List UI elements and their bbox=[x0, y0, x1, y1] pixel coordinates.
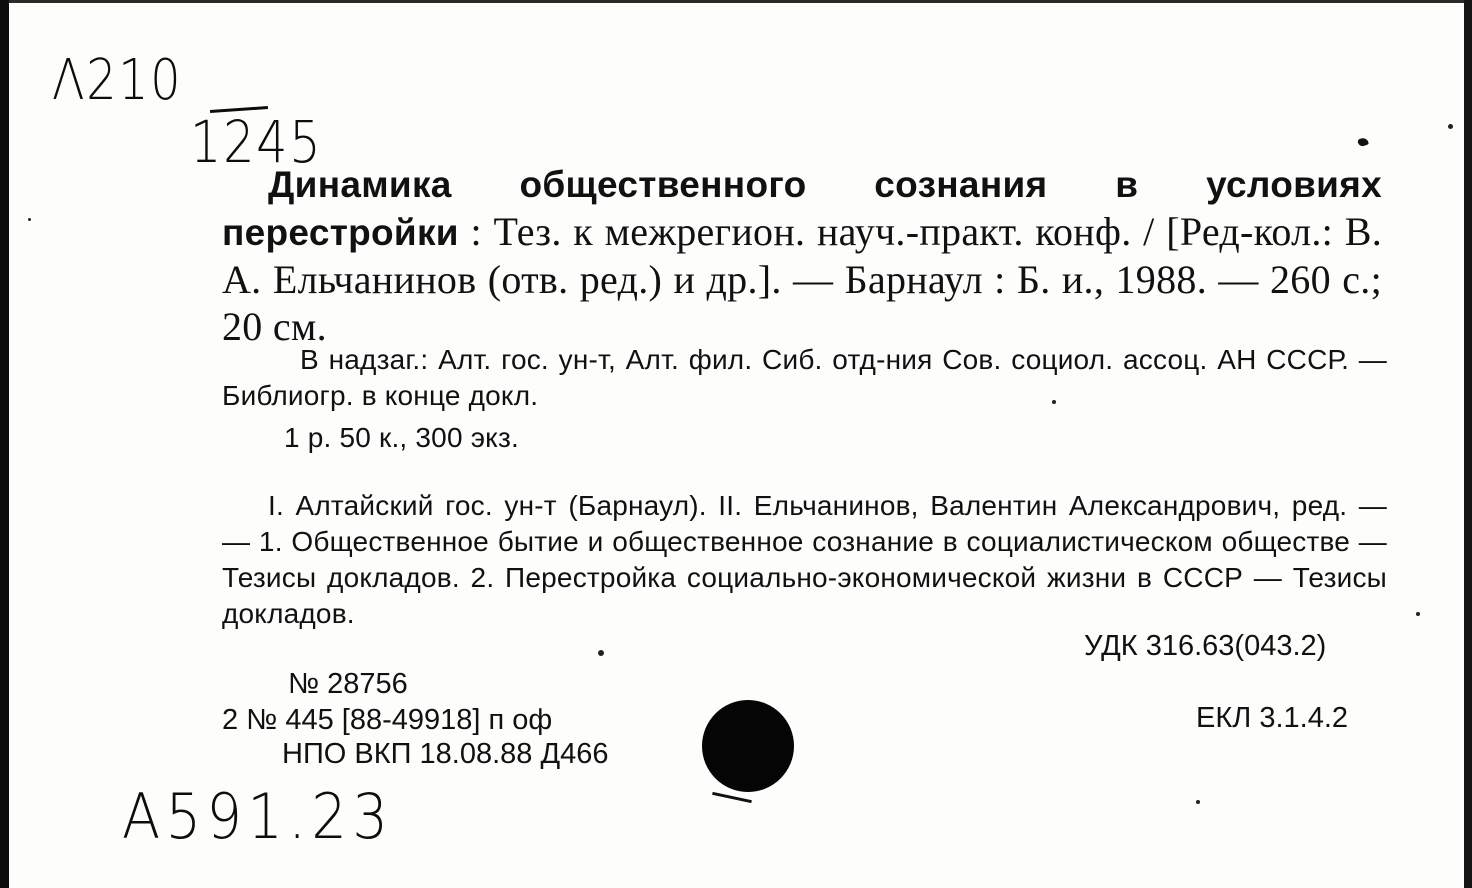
handwritten-call-number: A591.23 bbox=[122, 780, 394, 853]
card-right-edge bbox=[1464, 0, 1472, 888]
printer-info: НПО ВКП 18.08.88 Д466 bbox=[282, 738, 609, 770]
ink-mark bbox=[1357, 137, 1369, 148]
punch-hole bbox=[702, 700, 794, 792]
handwritten-shelfmark-prefix: Λ210 bbox=[52, 48, 183, 113]
dust-speck bbox=[1416, 612, 1420, 616]
bibliographic-entry bbox=[222, 160, 1382, 350]
handwritten-denominator: 1245 bbox=[190, 108, 323, 176]
tracing-and-subjects: I. Алтайский гос. ун-т (Барнаул). II. Ельчанинов, Валентин Александрович, ред. — — 1. Общественное бытие и общественное сознание в социалистическом обществе — Тезисы докладов. 2. Перестройка социально-экономической жизни в СССР — Тезисы докладов. bbox=[222, 490, 1387, 629]
header-note: В надзаг.: Алт. гос. ун-т, Алт. фил. Сиб. отд-ния Сов. социол. ассоц. АН СССР. — Библиогр. в конце докл. bbox=[222, 344, 1387, 411]
dust-speck bbox=[1196, 800, 1200, 804]
print-order-info: 2 № 445 [88-49918] п оф bbox=[222, 704, 553, 736]
dust-speck bbox=[1052, 400, 1056, 404]
dust-speck bbox=[598, 650, 604, 656]
dust-speck bbox=[28, 218, 31, 221]
entry-title: Динамика общественного сознания в условиях перестройки bbox=[222, 164, 1382, 253]
accession-number: № 28756 bbox=[288, 668, 408, 700]
ekl-classification: ЕКЛ 3.1.4.2 bbox=[1196, 702, 1349, 734]
price-and-print-run: 1 р. 50 к., 300 экз. bbox=[284, 422, 519, 453]
udk-classification: УДК 316.63(043.2) bbox=[1084, 630, 1327, 662]
card-left-edge bbox=[0, 0, 9, 888]
punch-hole-tail bbox=[712, 792, 752, 803]
dust-speck bbox=[1448, 124, 1453, 129]
entry-description: : Тез. к межрегион. науч.-практ. конф. / [Ред-кол.: В. А. Ельчанинов (отв. ред.) и др.]. — Барнаул : Б. и., 1988. — 260 с.; 20 см. bbox=[222, 209, 1382, 349]
card-top-edge bbox=[0, 0, 1472, 3]
